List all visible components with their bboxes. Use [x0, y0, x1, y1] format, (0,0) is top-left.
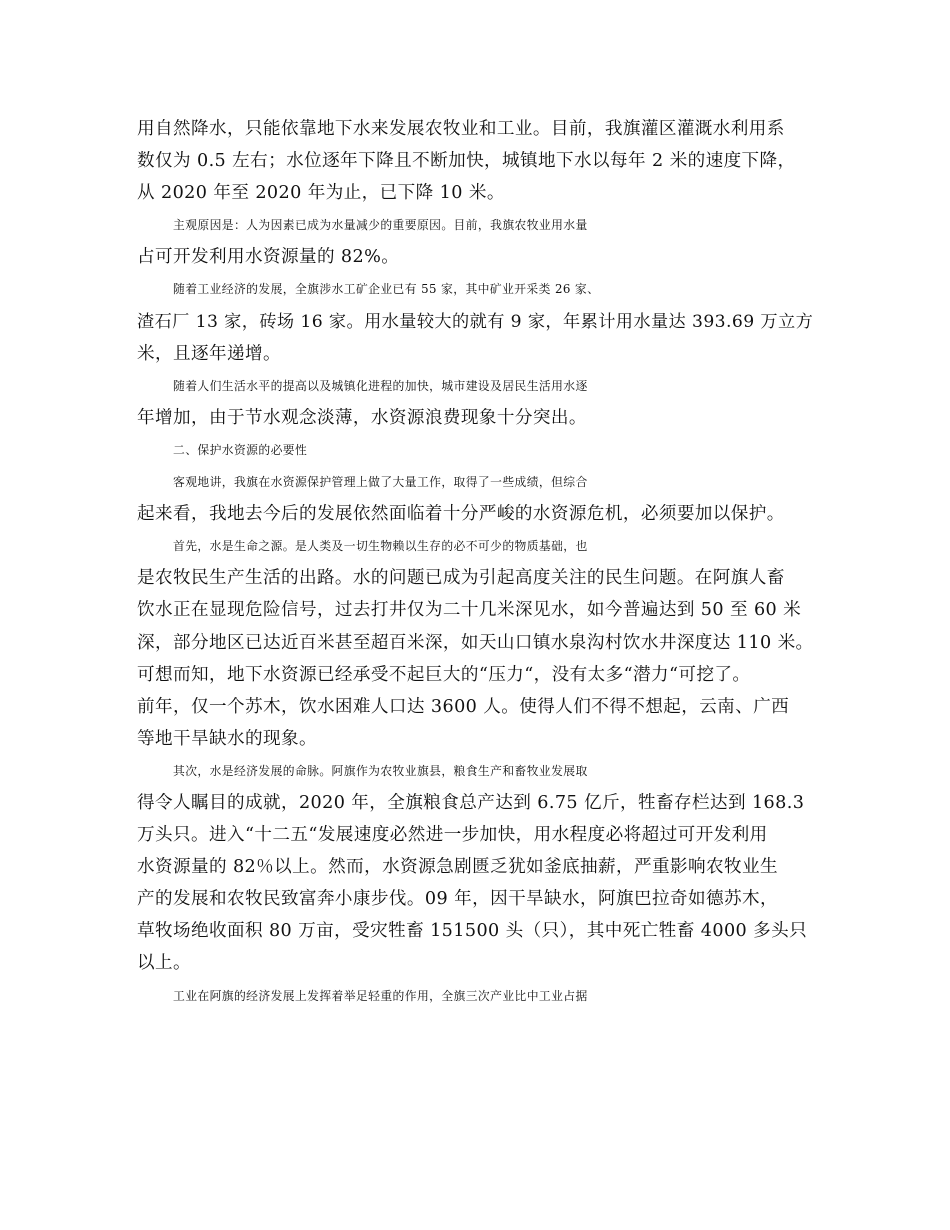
text-line: 草牧场绝收面积 80 万亩，受灾牲畜 151500 头（只），其中死亡牲畜 4000 多头只: [137, 921, 808, 942]
text-line: 产的发展和农牧民致富奔小康步伐。09 年，因干旱缺水，阿旗巴拉奇如德苏木，: [137, 889, 778, 910]
text-line: 数仅为 0.5 左右；水位逐年下降且不断加快，城镇地下水以每年 2 米的速度下降，: [137, 151, 796, 172]
text-line: 主观原因是：人为因素已成为水量减少的重要原因。目前，我旗农牧业用水量: [173, 218, 588, 233]
text-line: 客观地讲，我旗在水资源保护管理上做了大量工作，取得了一些成绩，但综合: [173, 475, 588, 490]
text-line: 可想而知，地下水资源已经承受不起巨大的“压力“，没有太多“潜力“可挖了。: [137, 664, 751, 685]
text-line: 占可开发利用水资源量的 82%。: [137, 247, 400, 268]
text-line: 米，且逐年递增。: [137, 343, 281, 364]
text-line: 二、保护水资源的必要性: [173, 442, 308, 457]
text-line: 得令人瞩目的成就，2020 年，全旗粮食总产达到 6.75 亿斤，牲畜存栏达到 168.3: [137, 792, 805, 813]
text-line: 渣石厂 13 家，砖场 16 家。用水量较大的就有 9 家，年累计用水量达 393.69 万立方: [137, 311, 814, 332]
text-line: 以上。: [137, 953, 191, 974]
document-body: [137, 113, 813, 1012]
text-line: 从 2020 年至 2020 年为止，已下降 10 米。: [137, 183, 505, 204]
text-line: 用自然降水，只能依靠地下水来发展农牧业和工业。目前，我旗灌区灌溉水利用系: [137, 119, 785, 139]
text-line: 起来看，我地去今后的发展依然面临着十分严峻的水资源危机，必须要加以保护。: [137, 504, 785, 525]
text-line: 万头只。进入“十二五“发展速度必然进一步加快，用水程度必将超过可开发利用: [137, 825, 768, 846]
text-line: 水资源量的 82％以上。然而，水资源急剧匮乏犹如釜底抽薪，严重影响农牧业生: [137, 857, 778, 878]
text-line: 随着工业经济的发展，全旗涉水工矿企业已有 55 家，其中矿业开采类 26 家、: [173, 282, 600, 297]
text-line: 饮水正在显现危险信号，过去打井仅为二十几米深见水，如今普遍达到 50 至 60 米: [137, 600, 802, 621]
text-line: 前年，仅一个苏木，饮水困难人口达 3600 人。使得人们不得不想起，云南、广西: [137, 696, 790, 717]
text-line: 是农牧民生产生活的出路。水的问题已成为引起高度关注的民生问题。在阿旗人畜: [137, 568, 785, 589]
text-line: 其次，水是经济发展的命脉。阿旗作为农牧业旗县，粮食生产和畜牧业发展取: [173, 763, 588, 778]
text-line: 等地干旱缺水的现象。: [137, 728, 317, 749]
text-line: 首先，水是生命之源。是人类及一切生物赖以生存的必不可少的物质基础，也: [173, 539, 588, 554]
text-line: 年增加，由于节水观念淡薄，水资源浪费现象十分突出。: [137, 407, 587, 428]
text-line: 深，部分地区已达近百米甚至超百米深，如天山口镇水泉沟村饮水井深度达 110 米。: [137, 632, 814, 653]
text-line: 随着人们生活水平的提高以及城镇化进程的加快，城市建设及居民生活用水逐: [173, 378, 588, 393]
text-line: 工业在阿旗的经济发展上发挥着举足轻重的作用，全旗三次产业比中工业占据: [173, 988, 588, 1003]
